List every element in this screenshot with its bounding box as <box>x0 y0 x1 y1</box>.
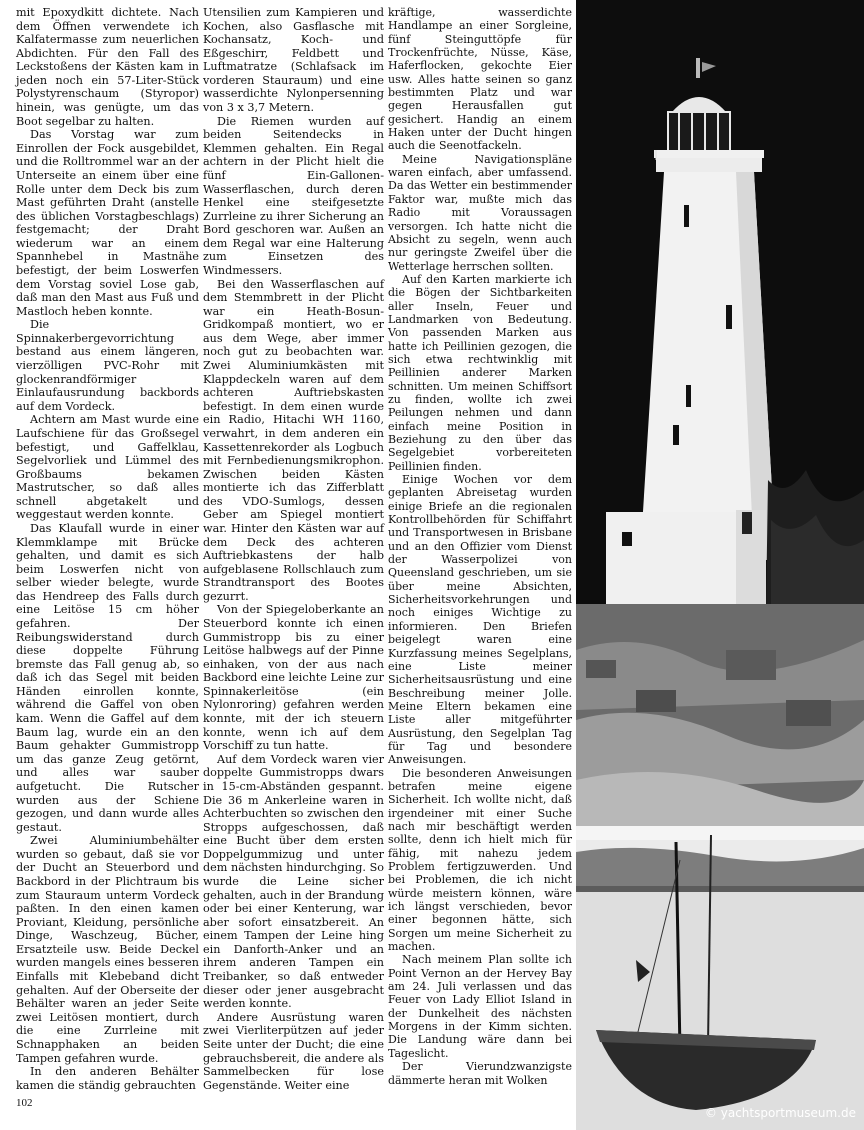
paragraph: In den anderen Behälter kamen die ständig gebrauchten <box>16 1065 199 1092</box>
text-column-2 <box>203 6 384 1092</box>
lighthouse-illustration <box>576 0 864 1130</box>
copyright-credit: © yachtsportmuseum.de <box>704 1106 856 1120</box>
paragraph: Meine Navigationspläne waren einfach, aber umfassend. Da das Wetter ein bestimmender Faktor war, mußte mich das Radio mit Voraussagen versorgen. Ich hatte nicht die Absicht zu segeln, wenn auch nur geringste Zweifel über die Wetterlage herrschen sollten. <box>388 152 572 273</box>
paragraph: Auf dem Vordeck waren vier doppelte Gummistropps dwars in 15-cm-Abständen gespannt. Die 36 m Ankerleine waren in Achterbuchten so zwischen den Stropps aufgeschossen, daß eine Bucht über dem ersten Doppelgummizug und unter dem nächsten hindurchging. So wurde die Leine sicher gehalten, auch in der Brandung oder bei einer Kenterung, war aber sofort einsatzbereit. An einem Tampen der Leine hing ein Danforth-Anker und an ihrem anderen Tampen ein Treibanker, so daß entweder dieser oder jener ausgebracht werden konnte. <box>203 752 384 1011</box>
boat-photo <box>576 826 864 1130</box>
paragraph: Auf den Karten markierte ich die Bögen der Sichtbarkeiten aller Inseln, Feuer und Landmarken von Bedeutung. Von passenden Marken aus hatte ich Peillinien gezogen, die sich etwa rechtwinklig mit Peillinien anderer Marken schnitten. Um meinen Schiffsort zu finden, wollte ich zwei Peilungen nehmen und dann einfach meine Position in Beziehung zu den über das Segelgebiet vorbereiteten Peillinien finden. <box>388 272 572 473</box>
paragraph: Nach meinem Plan sollte ich Point Vernon an der Hervey Bay am 24. Juli verlassen und das Feuer von Lady Elliot Island in der Dunkelheit des nächsten Morgens in der Kimm sichten. Die Landung wäre dann bei Tageslicht. <box>388 953 572 1060</box>
lighthouse-photo <box>576 0 864 1130</box>
paragraph: Zwei Aluminiumbehälter wurden so gebaut, daß sie vor der Ducht an Steuerbord und Backbord in der Plichtraum bis zum Stauraum unterm Vordeck paßten. In den einen kamen Proviant, Kleidung, persönliche Dinge, Waschzeug, Bücher, Ersatzteile usw. Beide Deckel wurden mangels eines besseren Einfalls mit Klebeband dicht gehalten. Auf der Oberseite der Behälter waren an jeder Seite zwei Leitösen montiert, durch die eine Zurrleine mit Schnapphaken an beiden Tampen gefahren wurde. <box>16 834 199 1065</box>
paragraph: Bei den Wasserflaschen auf dem Stemmbrett in der Plicht war ein Heath-Bosun-Gridkompaß montiert, wo er aus dem Wege, aber immer noch gut zu beobachten war. Zwei Aluminiumkästen mit Klappdeckeln waren auf dem achteren Auftriebskasten befestigt. In dem einen wurde ein Radio, Hitachi WH 1160, verwahrt, in dem anderen ein Kassettenrekorder als Logbuch mit Fernbedienungsmikrophon. Zwischen beiden Kästen montierte ich das Zifferblatt des VDO-Sumlogs, dessen Geber am Spiegel montiert war. Hinter den Kästen war auf dem Deck des achteren Auftriebkastens der halb aufgeblasene Rollschlauch zum Strandtransport des Bootes gezurrt. <box>203 277 384 603</box>
paragraph: Das Vorstag war zum Einrollen der Fock ausgebildet, und die Rolltrommel war an der Unterseite an einem über eine Rolle unter dem Deck bis zum Mast geführten Draht (anstelle des üblichen Vorstagbeschlags) festgemacht; der Draht wiederum war an einem Spannhebel in Mastnähe befestigt, der beim Loswerfen dem Vorstag soviel Lose gab, daß man den Mast aus Fuß und Mastloch heben konnte. <box>16 128 199 318</box>
paragraph: mit Epoxydkitt dichtete. Nach dem Öffnen verwendete ich Kalfatermasse zum neuerlichen Abdichten. Für den Fall des Leckstoßens der Kästen kam in jeden noch ein 57-Liter-Stück Polystyrenschaum (Styropor) hinein, was genügte, um das Boot segelbar zu halten. <box>16 6 199 128</box>
text-column-1 <box>16 6 199 1092</box>
page-number: 102 <box>16 1097 33 1109</box>
paragraph: Der Vierundzwanzigste dämmerte heran mit Wolken <box>388 1060 572 1087</box>
paragraph: Achtern am Mast wurde eine Laufschiene für das Großsegel befestigt, und Gaffelklau, Segelvorliek und Lümmel des Großbaums bekamen Mastrutscher, so daß alles schnell abgetakelt und weggestaut werden konnte. <box>16 413 199 522</box>
paragraph: Die besonderen Anweisungen betrafen meine eigene Sicherheit. Ich wollte nicht, daß irgendeiner mit einer Suche nach mir beschäftigt werden sollte, denn ich hielt mich für fähig, mit nahezu jedem Problem fertigzuwerden. Und bei Problemen, die ich nicht würde meistern können, wäre ich längst verschieden, bevor einer begonnen hätte, sich Sorgen um meine Sicherheit zu machen. <box>388 766 572 954</box>
paragraph: Utensilien zum Kampieren und Kochen, also Gasflasche mit Kochansatz, Koch- und Eßgeschirr, Feldbett und Luftmatratze (Schlafsack im vorderen Stauraum) und eine wasserdichte Nylonpersenning von 3 x 3,7 Metern. <box>203 6 384 115</box>
paragraph: Andere Ausrüstung waren zwei Vierliterpützen auf jeder Seite unter der Ducht; die eine gebrauchsbereit, die andere als Sammelbecken für lose Gegenstände. Weiter eine <box>203 1010 384 1092</box>
paragraph: Einige Wochen vor dem geplanten Abreisetag wurden einige Briefe an die regionalen Kontrollbehörden für Schiffahrt und Transportwesen in Brisbane und an den Offizier vom Dienst der Wasserpolizei von Queensland geschrieben, um sie über meine Absichten, Sicherheitsvorkehrungen und noch einiges Wichtige zu informieren. Den Briefen beigelegt waren eine Kurzfassung meines Segelplans, eine Liste meiner Sicherheitsausrüstung und eine Beschreibung meiner Jolle. Meine Eltern bekamen eine Liste aller mitgeführter Ausrüstung, den Segelplan Tag für Tag und besondere Anweisungen. <box>388 473 572 767</box>
paragraph: Die Spinnakerbergevorrichtung bestand aus einem längeren, vierzölligen PVC-Rohr mit glockenrandförmiger Einlaufausrundung backbords auf dem Vordeck. <box>16 318 199 413</box>
paragraph: Das Klaufall wurde in einer Klemmklampe mit Brücke gehalten, und damit es sich beim Loswerfen nicht von selber wieder belegte, wurde das Hendreep des Falls durch eine Leitöse 15 cm höher gefahren. Der Reibungswiderstand durch diese doppelte Führung bremste das Fall genug ab, so daß ich das Segel mit beiden Händen einrollen konnte, während die Gaffel von oben kam. Wenn die Gaffel auf dem Baum lag, wurde ein an den Baum gehakter Gummistropp um das ganze Zeug getörnt, und alles war sauber aufgetucht. Die Rutscher wurden aus der Schiene gezogen, und dann wurde alles gestaut. <box>16 521 199 834</box>
rocks <box>576 604 864 826</box>
paragraph: Die Riemen wurden auf beiden Seitendecks in Klemmen gehalten. Ein Regal achtern in der Plicht hielt die fünf Ein-Gallonen-Wasserflaschen, durch deren Henkel eine steifgesetzte Zurrleine zu ihrer Sicherung an Bord geschoren war. Außen an dem Regal war eine Halterung zum Einsetzen des Windmessers. <box>203 114 384 277</box>
paragraph: kräftige, wasserdichte Handlampe an einer Sorgleine, fünf Steinguttöpfe für Trockenfrüchte, Nüsse, Käse, Haferflocken, gekochte Eier usw. Alles hatte seinen so ganz bestimmten Platz und war gegen Herausfallen gut gesichert. Handig an einem Haken unter der Ducht hingen auch die Seenotfackeln. <box>388 6 572 153</box>
text-column-3 <box>388 6 572 1087</box>
paragraph: Von der Spiegeloberkante an Steuerbord konnte ich einen Gummistropp bis zu einer Leitöse halbwegs auf der Pinne einhaken, von der aus nach Backbord eine leichte Leine zur Spinnakerleitöse (ein Nylonroring) gefahren werden konnte, mit der ich steuern konnte, wenn ich auf dem Vorschiff zu tun hatte. <box>203 603 384 753</box>
